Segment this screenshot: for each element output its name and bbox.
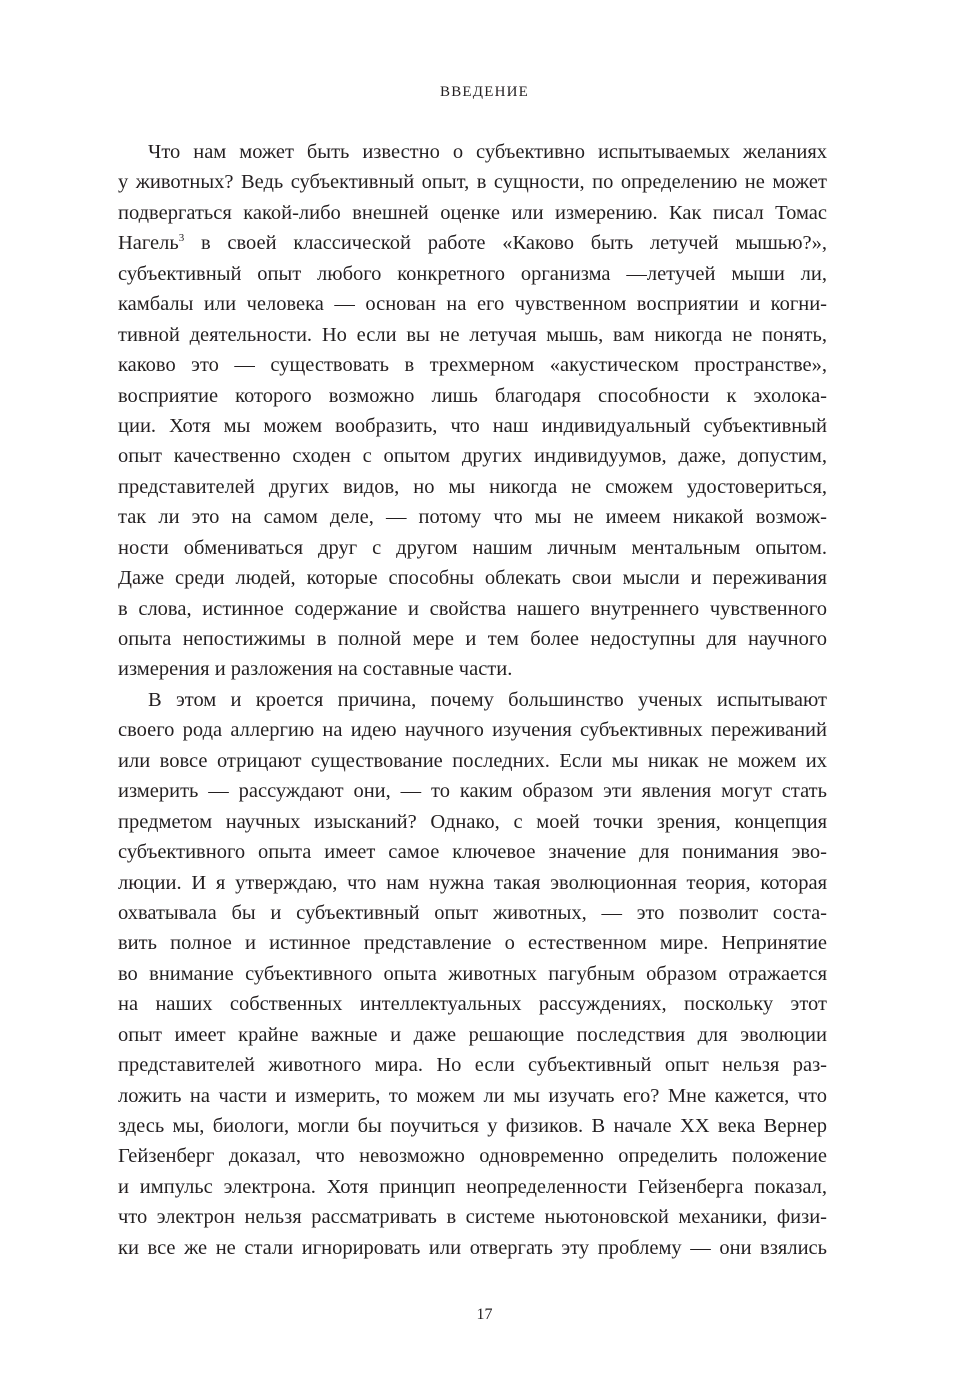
text-line: Что нам может быть известно о субъективно испытываемых желаниях xyxy=(148,141,827,163)
text-line: ности обмениваться друг с другом нашим личным ментальным опытом. xyxy=(118,536,827,559)
text-line: субъективный опыт любого конкретного организма —летучей мыши ли, xyxy=(118,262,827,285)
text-line: тивной деятельности. Но если вы не летучая мышь, вам никогда не понять, xyxy=(118,323,827,346)
text-line: представителей других видов, но мы никогда не сможем удостовериться, xyxy=(118,475,827,498)
text-line: восприятие которого возможно лишь благодаря способности к эхолока- xyxy=(118,384,827,407)
text-line: опыт имеет крайне важные и даже решающие последствия для эволюции xyxy=(118,1023,827,1046)
text-line: представителей животного мира. Но если субъективный опыт нельзя раз- xyxy=(118,1054,827,1077)
text-line: в слова, истинное содержание и свойства нашего внутреннего чувственного xyxy=(118,597,827,620)
text-line: Нагель$^3$ в своей классической работе «Каково быть летучей мышью?», xyxy=(118,232,827,255)
text-line: во внимание субъективного опыта животных пагубным образом отражается xyxy=(118,962,827,985)
text-line: опыт качественно сходен с опытом других индивидуумов, даже, допустим, xyxy=(118,445,827,468)
text-line: своего рода аллергию на идею научного изучения субъективных переживаний xyxy=(118,719,827,742)
text-line: и импульс электрона. Хотя принцип неопределенности Гейзенберга показал, xyxy=(118,1175,827,1198)
text-line: подвергаться какой-либо внешней оценке или измерению. Как писал Томас xyxy=(118,201,827,224)
text-line: вить полное и истинное представление о естественном мире. Непринятие xyxy=(118,932,827,955)
page-number: 17 xyxy=(476,1306,493,1323)
footnote-reference: 3 xyxy=(178,232,185,245)
text-line: измерения и разложения на составные части. xyxy=(118,658,513,681)
text-line: ки все же не стали игнорировать или отвергать эту проблему — они взялись xyxy=(118,1236,827,1259)
text-line: Гейзенберг доказал, что невозможно одновременно определить положение xyxy=(118,1145,827,1168)
text-line: так ли это на самом деле, — потому что мы не имеем никакой возмож- xyxy=(118,506,827,529)
text-line: что электрон нельзя рассматривать в системе ньютоновской механики, физи- xyxy=(118,1206,827,1229)
text-line: охватывала бы и субъективный опыт животных, — это позволит соста- xyxy=(118,901,827,924)
text-line: люции. И я утверждаю, что нам нужна такая эволюционная теория, которая xyxy=(118,871,827,894)
text-line: Даже среди людей, которые способны облекать свои мысли и переживания xyxy=(118,567,827,590)
running-head: ВВЕДЕНИЕ xyxy=(440,84,529,100)
paragraph xyxy=(118,137,827,685)
text-line: субъективного опыта имеет самое ключевое значение для понимания эво- xyxy=(118,841,827,864)
text-line: здесь мы, биологи, могли бы поучиться у физиков. В начале XX века Вернер xyxy=(118,1115,827,1137)
text-line: В этом и кроется причина, почему большинство ученых испытывают xyxy=(148,688,827,711)
text-line: камбалы или человека — основан на его чувственном восприятии и когни- xyxy=(118,293,827,316)
text-line: каково это — существовать в трехмерном «акустическом пространстве», xyxy=(118,354,827,377)
text-line: измерить — рассуждают они, — то каким образом эти явления могут стать xyxy=(118,780,827,803)
text-line: опыта непостижимы в полной мере и тем более недоступны для научного xyxy=(118,628,827,650)
text-line: на наших собственных интеллектуальных рассуждениях, поскольку этот xyxy=(118,993,827,1016)
paragraph xyxy=(118,685,827,1263)
text-line: ции. Хотя мы можем вообразить, что наш индивидуальный субъективный xyxy=(118,414,827,437)
body-text xyxy=(118,137,827,1263)
text-line: у животных? Ведь субъективный опыт, в сущности, по определению не может xyxy=(118,171,827,194)
text-line: или вовсе отрицают существование последних. Если мы никак не можем их xyxy=(118,749,827,772)
text-line: предметом научных изысканий? Однако, с моей точки зрения, концепция xyxy=(118,810,827,833)
text-line: ложить на части и измерить, то можем ли мы изучать его? Мне кажется, что xyxy=(118,1084,827,1107)
